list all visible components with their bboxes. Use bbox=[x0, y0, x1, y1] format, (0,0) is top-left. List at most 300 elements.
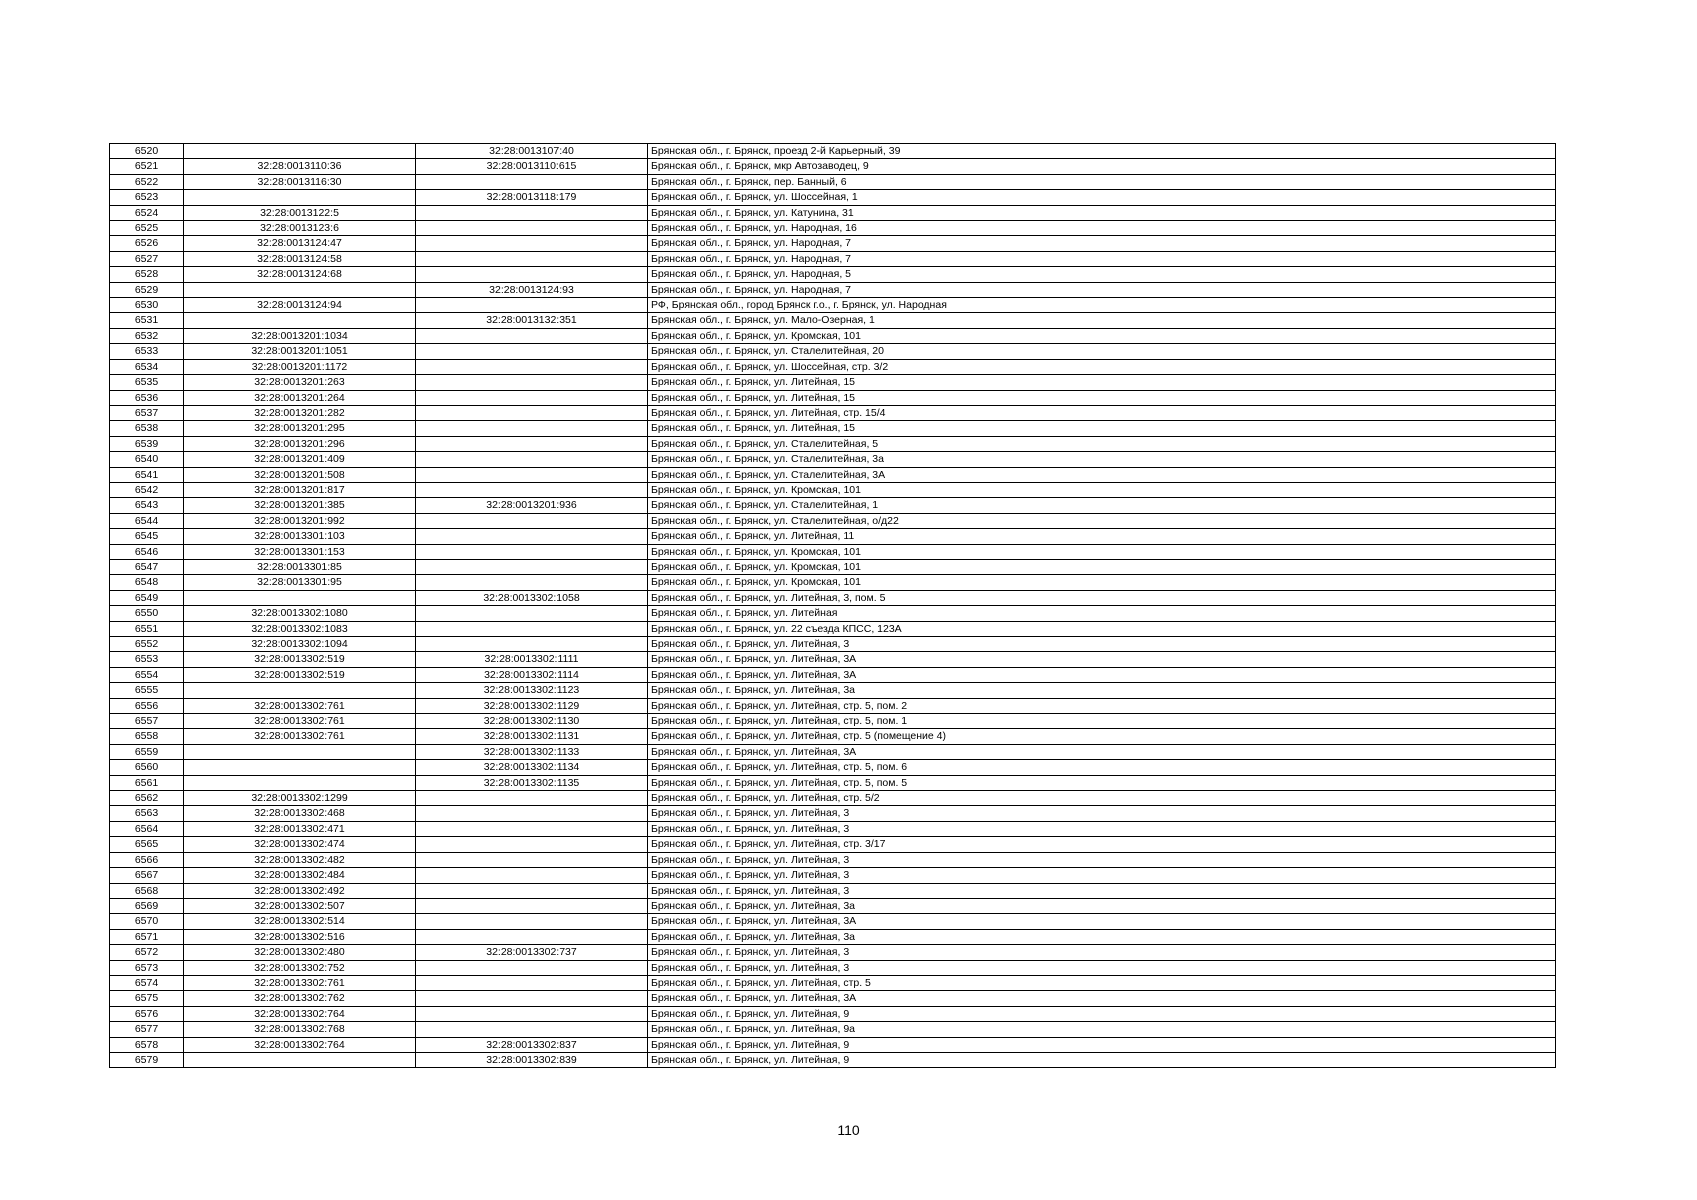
building-cadastral-number-cell bbox=[416, 975, 648, 990]
land-cadastral-number-cell: 32:28:0013302:519 bbox=[184, 667, 416, 682]
row-number-cell: 6569 bbox=[110, 898, 184, 913]
land-cadastral-number-cell: 32:28:0013201:264 bbox=[184, 390, 416, 405]
building-cadastral-number-cell bbox=[416, 221, 648, 236]
row-number-cell: 6540 bbox=[110, 452, 184, 467]
land-cadastral-number-cell: 32:28:0013302:761 bbox=[184, 975, 416, 990]
building-cadastral-number-cell bbox=[416, 421, 648, 436]
table-row bbox=[110, 791, 1556, 806]
table-row bbox=[110, 251, 1556, 266]
table-row bbox=[110, 898, 1556, 913]
table-row bbox=[110, 1037, 1556, 1052]
row-number-cell: 6523 bbox=[110, 190, 184, 205]
address-cell: Брянская обл., г. Брянск, пер. Банный, 6 bbox=[648, 174, 1556, 189]
row-number-cell: 6562 bbox=[110, 791, 184, 806]
address-cell: Брянская обл., г. Брянск, ул. Литейная, стр. 5, пом. 2 bbox=[648, 698, 1556, 713]
land-cadastral-number-cell: 32:28:0013301:85 bbox=[184, 559, 416, 574]
building-cadastral-number-cell bbox=[416, 405, 648, 420]
row-number-cell: 6522 bbox=[110, 174, 184, 189]
row-number-cell: 6549 bbox=[110, 590, 184, 605]
land-cadastral-number-cell: 32:28:0013201:282 bbox=[184, 405, 416, 420]
address-cell: Брянская обл., г. Брянск, ул. Литейная, 3 bbox=[648, 806, 1556, 821]
table-row bbox=[110, 452, 1556, 467]
address-cell: Брянская обл., г. Брянск, ул. Литейная, 15 bbox=[648, 375, 1556, 390]
building-cadastral-number-cell: 32:28:0013110:615 bbox=[416, 159, 648, 174]
building-cadastral-number-cell: 32:28:0013302:1134 bbox=[416, 760, 648, 775]
table-row bbox=[110, 236, 1556, 251]
table-row bbox=[110, 975, 1556, 990]
land-cadastral-number-cell: 32:28:0013302:468 bbox=[184, 806, 416, 821]
row-number-cell: 6529 bbox=[110, 282, 184, 297]
building-cadastral-number-cell bbox=[416, 482, 648, 497]
row-number-cell: 6521 bbox=[110, 159, 184, 174]
land-cadastral-number-cell: 32:28:0013302:768 bbox=[184, 1022, 416, 1037]
row-number-cell: 6537 bbox=[110, 405, 184, 420]
row-number-cell: 6571 bbox=[110, 929, 184, 944]
building-cadastral-number-cell bbox=[416, 1022, 648, 1037]
table-row bbox=[110, 590, 1556, 605]
table-row bbox=[110, 960, 1556, 975]
address-cell: Брянская обл., г. Брянск, ул. Литейная, стр. 5, пом. 1 bbox=[648, 714, 1556, 729]
address-cell: Брянская обл., г. Брянск, мкр Автозаводец, 9 bbox=[648, 159, 1556, 174]
building-cadastral-number-cell bbox=[416, 929, 648, 944]
building-cadastral-number-cell bbox=[416, 436, 648, 451]
building-cadastral-number-cell: 32:28:0013302:1114 bbox=[416, 667, 648, 682]
address-cell: Брянская обл., г. Брянск, ул. Кромская, 101 bbox=[648, 328, 1556, 343]
row-number-cell: 6558 bbox=[110, 729, 184, 744]
land-cadastral-number-cell: 32:28:0013201:1172 bbox=[184, 359, 416, 374]
table-body bbox=[110, 144, 1556, 1068]
land-cadastral-number-cell: 32:28:0013301:103 bbox=[184, 529, 416, 544]
address-cell: Брянская обл., г. Брянск, ул. Кромская, 101 bbox=[648, 559, 1556, 574]
table-row bbox=[110, 328, 1556, 343]
table-row bbox=[110, 498, 1556, 513]
building-cadastral-number-cell bbox=[416, 621, 648, 636]
table-row bbox=[110, 575, 1556, 590]
address-cell: Брянская обл., г. Брянск, ул. Сталелитейная, 3А bbox=[648, 467, 1556, 482]
address-cell: Брянская обл., г. Брянск, ул. Литейная, 3а bbox=[648, 683, 1556, 698]
address-cell: Брянская обл., г. Брянск, ул. Мало-Озерная, 1 bbox=[648, 313, 1556, 328]
land-cadastral-number-cell: 32:28:0013302:762 bbox=[184, 991, 416, 1006]
table-row bbox=[110, 421, 1556, 436]
land-cadastral-number-cell: 32:28:0013302:507 bbox=[184, 898, 416, 913]
table-row bbox=[110, 544, 1556, 559]
land-cadastral-number-cell: 32:28:0013123:6 bbox=[184, 221, 416, 236]
row-number-cell: 6572 bbox=[110, 945, 184, 960]
land-cadastral-number-cell: 32:28:0013302:482 bbox=[184, 852, 416, 867]
table-row bbox=[110, 144, 1556, 159]
land-cadastral-number-cell: 32:28:0013302:484 bbox=[184, 868, 416, 883]
table-row bbox=[110, 806, 1556, 821]
address-cell: Брянская обл., г. Брянск, ул. Литейная, 3 bbox=[648, 960, 1556, 975]
land-cadastral-number-cell: 32:28:0013302:1299 bbox=[184, 791, 416, 806]
building-cadastral-number-cell: 32:28:0013132:351 bbox=[416, 313, 648, 328]
building-cadastral-number-cell: 32:28:0013302:1058 bbox=[416, 590, 648, 605]
land-cadastral-number-cell: 32:28:0013201:1051 bbox=[184, 344, 416, 359]
address-cell: Брянская обл., г. Брянск, ул. Кромская, 101 bbox=[648, 575, 1556, 590]
row-number-cell: 6534 bbox=[110, 359, 184, 374]
building-cadastral-number-cell bbox=[416, 898, 648, 913]
land-cadastral-number-cell: 32:28:0013201:263 bbox=[184, 375, 416, 390]
row-number-cell: 6531 bbox=[110, 313, 184, 328]
row-number-cell: 6575 bbox=[110, 991, 184, 1006]
table-row bbox=[110, 837, 1556, 852]
land-cadastral-number-cell bbox=[184, 190, 416, 205]
address-cell: Брянская обл., г. Брянск, ул. Народная, 7 bbox=[648, 282, 1556, 297]
page-number: 110 bbox=[837, 1122, 860, 1138]
address-cell: Брянская обл., г. Брянск, ул. Литейная, 3А bbox=[648, 744, 1556, 759]
land-cadastral-number-cell: 32:28:0013302:761 bbox=[184, 729, 416, 744]
table-row bbox=[110, 375, 1556, 390]
land-cadastral-number-cell: 32:28:0013302:474 bbox=[184, 837, 416, 852]
land-cadastral-number-cell: 32:28:0013302:516 bbox=[184, 929, 416, 944]
address-cell: Брянская обл., г. Брянск, ул. Литейная, 3А bbox=[648, 914, 1556, 929]
row-number-cell: 6554 bbox=[110, 667, 184, 682]
address-cell: Брянская обл., г. Брянск, ул. Сталелитейная, 3а bbox=[648, 452, 1556, 467]
building-cadastral-number-cell: 32:28:0013302:839 bbox=[416, 1052, 648, 1067]
table-row bbox=[110, 174, 1556, 189]
building-cadastral-number-cell bbox=[416, 467, 648, 482]
table-row bbox=[110, 405, 1556, 420]
address-cell: Брянская обл., г. Брянск, проезд 2-й Карьерный, 39 bbox=[648, 144, 1556, 159]
row-number-cell: 6561 bbox=[110, 775, 184, 790]
row-number-cell: 6526 bbox=[110, 236, 184, 251]
building-cadastral-number-cell bbox=[416, 883, 648, 898]
table-row bbox=[110, 729, 1556, 744]
address-cell: Брянская обл., г. Брянск, ул. Литейная, 3 bbox=[648, 945, 1556, 960]
row-number-cell: 6556 bbox=[110, 698, 184, 713]
table-row bbox=[110, 714, 1556, 729]
row-number-cell: 6532 bbox=[110, 328, 184, 343]
table-row bbox=[110, 683, 1556, 698]
land-cadastral-number-cell: 32:28:0013201:508 bbox=[184, 467, 416, 482]
building-cadastral-number-cell: 32:28:0013302:837 bbox=[416, 1037, 648, 1052]
row-number-cell: 6527 bbox=[110, 251, 184, 266]
address-cell: Брянская обл., г. Брянск, ул. Народная, 5 bbox=[648, 267, 1556, 282]
building-cadastral-number-cell: 32:28:0013302:1130 bbox=[416, 714, 648, 729]
table-row bbox=[110, 159, 1556, 174]
building-cadastral-number-cell: 32:28:0013302:1111 bbox=[416, 652, 648, 667]
land-cadastral-number-cell: 32:28:0013122:5 bbox=[184, 205, 416, 220]
table-row bbox=[110, 282, 1556, 297]
row-number-cell: 6579 bbox=[110, 1052, 184, 1067]
row-number-cell: 6544 bbox=[110, 513, 184, 528]
address-cell: Брянская обл., г. Брянск, ул. Литейная, 3 bbox=[648, 637, 1556, 652]
building-cadastral-number-cell bbox=[416, 174, 648, 189]
table-row bbox=[110, 868, 1556, 883]
land-cadastral-number-cell: 32:28:0013302:1083 bbox=[184, 621, 416, 636]
building-cadastral-number-cell: 32:28:0013118:179 bbox=[416, 190, 648, 205]
address-cell: Брянская обл., г. Брянск, ул. Литейная, 9а bbox=[648, 1022, 1556, 1037]
table-row bbox=[110, 945, 1556, 960]
address-cell: Брянская обл., г. Брянск, ул. Литейная, стр. 5, пом. 5 bbox=[648, 775, 1556, 790]
building-cadastral-number-cell bbox=[416, 513, 648, 528]
table-row bbox=[110, 482, 1556, 497]
address-cell: Брянская обл., г. Брянск, ул. Литейная, 3А bbox=[648, 991, 1556, 1006]
address-cell: Брянская обл., г. Брянск, ул. Сталелитейная, 20 bbox=[648, 344, 1556, 359]
table-row bbox=[110, 298, 1556, 313]
row-number-cell: 6535 bbox=[110, 375, 184, 390]
row-number-cell: 6542 bbox=[110, 482, 184, 497]
building-cadastral-number-cell: 32:28:0013302:1131 bbox=[416, 729, 648, 744]
building-cadastral-number-cell bbox=[416, 205, 648, 220]
building-cadastral-number-cell bbox=[416, 298, 648, 313]
row-number-cell: 6538 bbox=[110, 421, 184, 436]
table-row bbox=[110, 821, 1556, 836]
address-cell: Брянская обл., г. Брянск, ул. Шоссейная, стр. 3/2 bbox=[648, 359, 1556, 374]
building-cadastral-number-cell: 32:28:0013302:1135 bbox=[416, 775, 648, 790]
land-cadastral-number-cell: 32:28:0013201:295 bbox=[184, 421, 416, 436]
row-number-cell: 6548 bbox=[110, 575, 184, 590]
row-number-cell: 6551 bbox=[110, 621, 184, 636]
building-cadastral-number-cell bbox=[416, 821, 648, 836]
building-cadastral-number-cell bbox=[416, 868, 648, 883]
row-number-cell: 6536 bbox=[110, 390, 184, 405]
row-number-cell: 6552 bbox=[110, 637, 184, 652]
table-row bbox=[110, 852, 1556, 867]
address-cell: Брянская обл., г. Брянск, ул. Литейная, 3 bbox=[648, 821, 1556, 836]
table-row bbox=[110, 344, 1556, 359]
land-cadastral-number-cell: 32:28:0013302:1080 bbox=[184, 606, 416, 621]
row-number-cell: 6570 bbox=[110, 914, 184, 929]
table-row bbox=[110, 914, 1556, 929]
row-number-cell: 6573 bbox=[110, 960, 184, 975]
table-row bbox=[110, 744, 1556, 759]
building-cadastral-number-cell: 32:28:0013107:40 bbox=[416, 144, 648, 159]
table-row bbox=[110, 1006, 1556, 1021]
table-row bbox=[110, 991, 1556, 1006]
land-cadastral-number-cell: 32:28:0013302:761 bbox=[184, 714, 416, 729]
building-cadastral-number-cell bbox=[416, 529, 648, 544]
building-cadastral-number-cell bbox=[416, 344, 648, 359]
row-number-cell: 6545 bbox=[110, 529, 184, 544]
table-row bbox=[110, 513, 1556, 528]
table-row bbox=[110, 529, 1556, 544]
land-cadastral-number-cell bbox=[184, 1052, 416, 1067]
building-cadastral-number-cell bbox=[416, 236, 648, 251]
address-cell: Брянская обл., г. Брянск, ул. Сталелитейная, 5 bbox=[648, 436, 1556, 451]
table-row bbox=[110, 1052, 1556, 1067]
land-cadastral-number-cell bbox=[184, 775, 416, 790]
land-cadastral-number-cell: 32:28:0013201:409 bbox=[184, 452, 416, 467]
address-cell: Брянская обл., г. Брянск, ул. Литейная, 9 bbox=[648, 1006, 1556, 1021]
row-number-cell: 6563 bbox=[110, 806, 184, 821]
table-row bbox=[110, 467, 1556, 482]
land-cadastral-number-cell bbox=[184, 760, 416, 775]
table-row bbox=[110, 929, 1556, 944]
land-cadastral-number-cell: 32:28:0013302:761 bbox=[184, 698, 416, 713]
address-cell: Брянская обл., г. Брянск, ул. Литейная, 3а bbox=[648, 929, 1556, 944]
land-cadastral-number-cell: 32:28:0013302:519 bbox=[184, 652, 416, 667]
table-row bbox=[110, 436, 1556, 451]
address-cell: Брянская обл., г. Брянск, ул. Народная, 7 bbox=[648, 251, 1556, 266]
address-cell: Брянская обл., г. Брянск, ул. Литейная, 9 bbox=[648, 1037, 1556, 1052]
row-number-cell: 6553 bbox=[110, 652, 184, 667]
address-cell: Брянская обл., г. Брянск, ул. Катунина, 31 bbox=[648, 205, 1556, 220]
address-cell: Брянская обл., г. Брянск, ул. Литейная, стр. 5, пом. 6 bbox=[648, 760, 1556, 775]
building-cadastral-number-cell bbox=[416, 544, 648, 559]
land-cadastral-number-cell: 32:28:0013201:296 bbox=[184, 436, 416, 451]
address-cell: Брянская обл., г. Брянск, ул. Литейная, стр. 5 (помещение 4) bbox=[648, 729, 1556, 744]
building-cadastral-number-cell: 32:28:0013302:737 bbox=[416, 945, 648, 960]
building-cadastral-number-cell bbox=[416, 852, 648, 867]
table-row bbox=[110, 205, 1556, 220]
address-cell: Брянская обл., г. Брянск, ул. Литейная, 3 bbox=[648, 868, 1556, 883]
building-cadastral-number-cell: 32:28:0013201:936 bbox=[416, 498, 648, 513]
address-cell: Брянская обл., г. Брянск, ул. Литейная, стр. 5/2 bbox=[648, 791, 1556, 806]
building-cadastral-number-cell bbox=[416, 991, 648, 1006]
land-cadastral-number-cell: 32:28:0013201:817 bbox=[184, 482, 416, 497]
row-number-cell: 6533 bbox=[110, 344, 184, 359]
land-cadastral-number-cell: 32:28:0013116:30 bbox=[184, 174, 416, 189]
building-cadastral-number-cell bbox=[416, 960, 648, 975]
building-cadastral-number-cell bbox=[416, 575, 648, 590]
building-cadastral-number-cell bbox=[416, 267, 648, 282]
row-number-cell: 6550 bbox=[110, 606, 184, 621]
row-number-cell: 6566 bbox=[110, 852, 184, 867]
building-cadastral-number-cell bbox=[416, 837, 648, 852]
land-cadastral-number-cell: 32:28:0013201:992 bbox=[184, 513, 416, 528]
table-row bbox=[110, 698, 1556, 713]
building-cadastral-number-cell bbox=[416, 328, 648, 343]
table-row bbox=[110, 883, 1556, 898]
address-cell: Брянская обл., г. Брянск, ул. Литейная, 3А bbox=[648, 652, 1556, 667]
building-cadastral-number-cell bbox=[416, 1006, 648, 1021]
land-cadastral-number-cell: 32:28:0013302:764 bbox=[184, 1006, 416, 1021]
row-number-cell: 6524 bbox=[110, 205, 184, 220]
row-number-cell: 6541 bbox=[110, 467, 184, 482]
table-row bbox=[110, 621, 1556, 636]
address-cell: Брянская обл., г. Брянск, ул. Литейная, 9 bbox=[648, 1052, 1556, 1067]
land-cadastral-number-cell: 32:28:0013302:764 bbox=[184, 1037, 416, 1052]
land-cadastral-number-cell bbox=[184, 144, 416, 159]
address-cell: Брянская обл., г. Брянск, ул. Литейная, 3А bbox=[648, 667, 1556, 682]
land-cadastral-number-cell: 32:28:0013301:153 bbox=[184, 544, 416, 559]
table-row bbox=[110, 637, 1556, 652]
land-cadastral-number-cell: 32:28:0013302:514 bbox=[184, 914, 416, 929]
table-row bbox=[110, 606, 1556, 621]
land-cadastral-number-cell bbox=[184, 313, 416, 328]
row-number-cell: 6565 bbox=[110, 837, 184, 852]
row-number-cell: 6568 bbox=[110, 883, 184, 898]
land-cadastral-number-cell: 32:28:0013302:492 bbox=[184, 883, 416, 898]
row-number-cell: 6530 bbox=[110, 298, 184, 313]
building-cadastral-number-cell bbox=[416, 606, 648, 621]
address-cell: Брянская обл., г. Брянск, ул. Литейная, стр. 5 bbox=[648, 975, 1556, 990]
address-cell: Брянская обл., г. Брянск, ул. Шоссейная, 1 bbox=[648, 190, 1556, 205]
row-number-cell: 6557 bbox=[110, 714, 184, 729]
land-cadastral-number-cell: 32:28:0013302:480 bbox=[184, 945, 416, 960]
land-cadastral-number-cell: 32:28:0013124:94 bbox=[184, 298, 416, 313]
land-cadastral-number-cell: 32:28:0013302:752 bbox=[184, 960, 416, 975]
table-row bbox=[110, 652, 1556, 667]
building-cadastral-number-cell bbox=[416, 375, 648, 390]
address-cell: Брянская обл., г. Брянск, ул. Кромская, 101 bbox=[648, 482, 1556, 497]
land-cadastral-number-cell bbox=[184, 683, 416, 698]
address-cell: Брянская обл., г. Брянск, ул. Сталелитейная, о/д22 bbox=[648, 513, 1556, 528]
address-cell: Брянская обл., г. Брянск, ул. Литейная, 3 bbox=[648, 852, 1556, 867]
building-cadastral-number-cell: 32:28:0013124:93 bbox=[416, 282, 648, 297]
table-row bbox=[110, 667, 1556, 682]
row-number-cell: 6539 bbox=[110, 436, 184, 451]
building-cadastral-number-cell: 32:28:0013302:1123 bbox=[416, 683, 648, 698]
table-row bbox=[110, 559, 1556, 574]
address-cell: Брянская обл., г. Брянск, ул. 22 съезда КПСС, 123А bbox=[648, 621, 1556, 636]
table-row bbox=[110, 313, 1556, 328]
table-row bbox=[110, 390, 1556, 405]
building-cadastral-number-cell bbox=[416, 791, 648, 806]
address-cell: Брянская обл., г. Брянск, ул. Сталелитейная, 1 bbox=[648, 498, 1556, 513]
land-cadastral-number-cell: 32:28:0013302:471 bbox=[184, 821, 416, 836]
row-number-cell: 6546 bbox=[110, 544, 184, 559]
building-cadastral-number-cell bbox=[416, 390, 648, 405]
row-number-cell: 6574 bbox=[110, 975, 184, 990]
row-number-cell: 6560 bbox=[110, 760, 184, 775]
land-cadastral-number-cell: 32:28:0013201:1034 bbox=[184, 328, 416, 343]
address-cell: Брянская обл., г. Брянск, ул. Литейная, 3, пом. 5 bbox=[648, 590, 1556, 605]
land-cadastral-number-cell: 32:28:0013302:1094 bbox=[184, 637, 416, 652]
row-number-cell: 6525 bbox=[110, 221, 184, 236]
land-cadastral-number-cell bbox=[184, 282, 416, 297]
address-cell: Брянская обл., г. Брянск, ул. Литейная, 15 bbox=[648, 421, 1556, 436]
land-cadastral-number-cell: 32:28:0013301:95 bbox=[184, 575, 416, 590]
land-cadastral-number-cell: 32:28:0013124:58 bbox=[184, 251, 416, 266]
row-number-cell: 6576 bbox=[110, 1006, 184, 1021]
row-number-cell: 6547 bbox=[110, 559, 184, 574]
building-cadastral-number-cell: 32:28:0013302:1133 bbox=[416, 744, 648, 759]
row-number-cell: 6577 bbox=[110, 1022, 184, 1037]
address-cell: РФ, Брянская обл., город Брянск г.о., г. Брянск, ул. Народная bbox=[648, 298, 1556, 313]
building-cadastral-number-cell bbox=[416, 559, 648, 574]
land-cadastral-number-cell: 32:28:0013110:36 bbox=[184, 159, 416, 174]
table-row bbox=[110, 1022, 1556, 1037]
address-cell: Брянская обл., г. Брянск, ул. Народная, 16 bbox=[648, 221, 1556, 236]
address-cell: Брянская обл., г. Брянск, ул. Литейная, 3 bbox=[648, 883, 1556, 898]
address-cell: Брянская обл., г. Брянск, ул. Литейная, 3а bbox=[648, 898, 1556, 913]
address-cell: Брянская обл., г. Брянск, ул. Кромская, 101 bbox=[648, 544, 1556, 559]
property-registry-table bbox=[109, 143, 1556, 1068]
row-number-cell: 6578 bbox=[110, 1037, 184, 1052]
table-row bbox=[110, 775, 1556, 790]
building-cadastral-number-cell bbox=[416, 806, 648, 821]
address-cell: Брянская обл., г. Брянск, ул. Литейная, 15 bbox=[648, 390, 1556, 405]
building-cadastral-number-cell: 32:28:0013302:1129 bbox=[416, 698, 648, 713]
building-cadastral-number-cell bbox=[416, 452, 648, 467]
land-cadastral-number-cell bbox=[184, 590, 416, 605]
land-cadastral-number-cell: 32:28:0013124:68 bbox=[184, 267, 416, 282]
table-row bbox=[110, 359, 1556, 374]
row-number-cell: 6567 bbox=[110, 868, 184, 883]
address-cell: Брянская обл., г. Брянск, ул. Литейная, стр. 3/17 bbox=[648, 837, 1556, 852]
building-cadastral-number-cell bbox=[416, 251, 648, 266]
row-number-cell: 6564 bbox=[110, 821, 184, 836]
row-number-cell: 6555 bbox=[110, 683, 184, 698]
address-cell: Брянская обл., г. Брянск, ул. Литейная bbox=[648, 606, 1556, 621]
table-row bbox=[110, 190, 1556, 205]
address-cell: Брянская обл., г. Брянск, ул. Литейная, стр. 15/4 bbox=[648, 405, 1556, 420]
address-cell: Брянская обл., г. Брянск, ул. Народная, 7 bbox=[648, 236, 1556, 251]
building-cadastral-number-cell bbox=[416, 914, 648, 929]
row-number-cell: 6528 bbox=[110, 267, 184, 282]
row-number-cell: 6520 bbox=[110, 144, 184, 159]
land-cadastral-number-cell bbox=[184, 744, 416, 759]
land-cadastral-number-cell: 32:28:0013124:47 bbox=[184, 236, 416, 251]
land-cadastral-number-cell: 32:28:0013201:385 bbox=[184, 498, 416, 513]
row-number-cell: 6543 bbox=[110, 498, 184, 513]
building-cadastral-number-cell bbox=[416, 637, 648, 652]
row-number-cell: 6559 bbox=[110, 744, 184, 759]
table-row bbox=[110, 760, 1556, 775]
address-cell: Брянская обл., г. Брянск, ул. Литейная, 11 bbox=[648, 529, 1556, 544]
